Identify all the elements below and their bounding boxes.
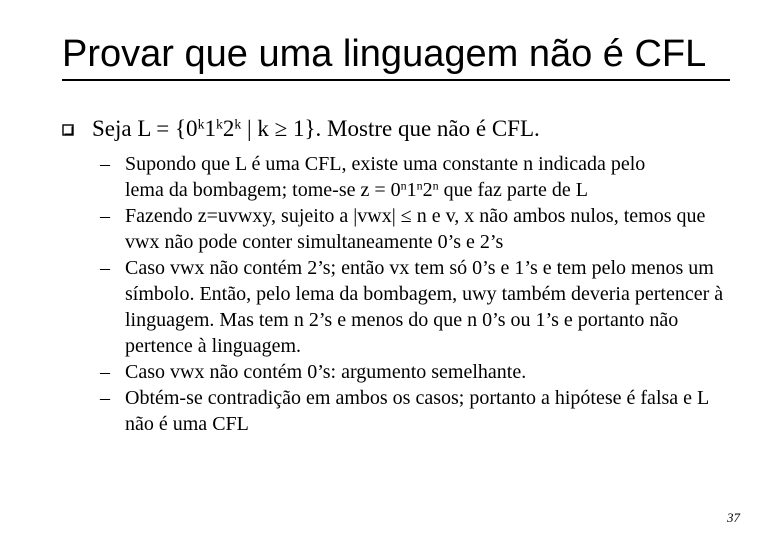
sub-point-text: Fazendo z=uvwxy, sujeito a |vwx| ≤ n e v, x não ambos nulos, temos que vwx não pode conter simultaneamente 0’s e 2’s bbox=[125, 205, 706, 253]
sub-point-line: Supondo que L é uma CFL, existe uma constante n indicada pelo bbox=[125, 153, 646, 175]
sub-point-text: que faz parte de L bbox=[438, 179, 588, 201]
dash-bullet-icon: – bbox=[100, 257, 110, 279]
dash-bullet-icon: – bbox=[100, 205, 110, 227]
hollow-square-icon bbox=[62, 124, 74, 136]
sub-point bbox=[100, 203, 740, 255]
sub-point-text: Caso vwx não contém 0’s: argumento semelhante. bbox=[125, 361, 527, 383]
sub-point bbox=[100, 151, 740, 203]
sub-point-text: 2 bbox=[422, 179, 433, 201]
sub-point-text: 1 bbox=[406, 179, 417, 201]
exponent: n bbox=[400, 178, 407, 193]
sub-point-text: Caso vwx não contém 2’s; então vx tem só 0’s e 1’s e tem pelo menos um símbolo. Então, pelo lema da bombagem, uwy também deveria pertencer à linguagem. Mas tem n 2’s e menos do que n 0’s ou 1’s e portanto não pertence à linguagem. bbox=[125, 257, 724, 357]
sub-point-line bbox=[125, 177, 740, 203]
sub-point bbox=[100, 385, 740, 437]
main-point bbox=[92, 114, 540, 144]
dash-bullet-icon: – bbox=[100, 361, 110, 383]
sub-point-list bbox=[100, 151, 740, 437]
main-point-prefix: Seja L = {0 bbox=[92, 116, 198, 141]
sub-point bbox=[100, 359, 740, 385]
main-point-text: 2 bbox=[222, 116, 235, 141]
dash-bullet-icon: – bbox=[100, 153, 110, 175]
slide-title: Provar que uma linguagem não é CFL bbox=[62, 33, 707, 75]
page-number: 37 bbox=[727, 510, 740, 525]
sub-point-text: lema da bombagem; tome-se z = 0 bbox=[125, 179, 401, 201]
title-underline bbox=[62, 79, 730, 81]
main-point-text: 1 bbox=[204, 116, 216, 141]
exponent: k bbox=[215, 116, 223, 132]
dash-bullet-icon: – bbox=[100, 387, 110, 409]
exponent: n bbox=[416, 178, 423, 193]
main-point-suffix: | k ≥ 1}. Mostre que não é CFL. bbox=[241, 116, 540, 141]
exponent: k bbox=[197, 116, 205, 132]
sub-point-text: Obtém-se contradição em ambos os casos; portanto a hipótese é falsa e L não é uma CFL bbox=[125, 387, 709, 435]
exponent: k bbox=[234, 116, 242, 132]
exponent: n bbox=[432, 178, 439, 193]
sub-point bbox=[100, 255, 740, 359]
